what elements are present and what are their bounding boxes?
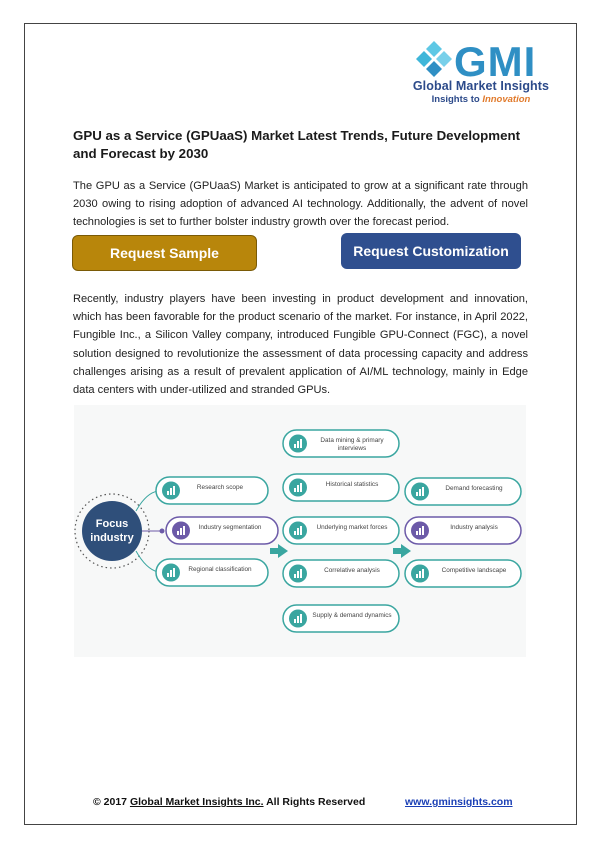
request-customization-button[interactable]: Request Customization [341, 233, 521, 269]
footer-website-link[interactable]: www.gminsights.com [405, 796, 513, 808]
footer-company-link[interactable]: Global Market Insights Inc. [129, 796, 264, 808]
node-supply-demand-dynamics: Supply & demand dynamics [312, 612, 392, 619]
node-industry-analysis: Industry analysis [450, 524, 498, 531]
intro-paragraph: The GPU as a Service (GPUaaS) Market is anticipated to grow at a significant rate through 2030 owing to rising adoption of advanced AI technology. Additionally, the advent of novel technologies is set to further bolster industry growth over the forecast period. [73, 180, 528, 229]
node-correlative-analysis: Correlative analysis [324, 567, 380, 574]
node-competitive-landscape: Competitive landscape [441, 567, 507, 574]
node-demand-forecasting: Demand forecasting [445, 485, 503, 492]
logo-company-name: Global Market Insights [412, 79, 550, 93]
focus-industry-label: Focus industry [90, 518, 134, 544]
node-data-mining: Data mining & primary interviews [320, 437, 384, 452]
page-title: GPU as a Service (GPUaaS) Market Latest Trends, Future Development and Forecast by 2030 [73, 128, 521, 161]
request-sample-button[interactable]: Request Sample [72, 235, 257, 271]
body-paragraph: Recently, industry players have been investing in product development and innovation, which has been favorable for the product scenario of the market. For instance, in April 2022, Fungible Inc., a Silicon Valley company, introduced Fungible GPU-Connect (FGC), a novel solution designed to revolutionize the assessment of data processing capacity and address challenges arising as a result of prevalent application of AI/ML technology, mainly in Edge data centers with under-utilized and stranded GPUs. [73, 293, 528, 397]
gmi-logo-mark [412, 38, 554, 80]
node-industry-segmentation: Industry segmentation [198, 524, 262, 531]
gmi-logo [408, 38, 554, 108]
node-regional-classification: Regional classification [188, 566, 252, 573]
node-historical-statistics: Historical statistics [325, 481, 379, 488]
logo-tagline: Insights to Innovation [431, 94, 531, 105]
gmi-logo-text: GMI [454, 38, 537, 80]
footer-copyright: © 2017 Global Market Insights Inc. All Rights Reserved [93, 796, 366, 808]
node-underlying-market-forces: Underlying market forces [316, 524, 388, 531]
node-research-scope: Research scope [196, 484, 244, 491]
research-methodology-diagram [74, 405, 526, 657]
